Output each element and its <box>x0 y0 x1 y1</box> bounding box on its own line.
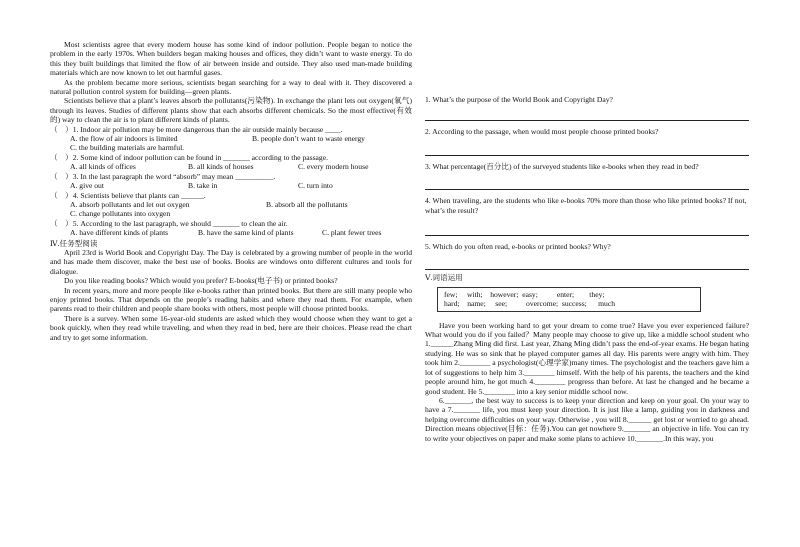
answer-line[interactable] <box>425 104 749 121</box>
option-b: B. absorb all the pollutants <box>266 199 348 209</box>
section-5-title: Ⅴ.词语运用 <box>425 273 463 283</box>
question-4 <box>50 191 412 219</box>
left-column <box>50 40 412 342</box>
answer-line[interactable] <box>425 215 749 236</box>
question-2 <box>50 153 412 172</box>
question-stem: （ ）1. Indoor air pollution may be more dangerous than the air outside mainly because ____. <box>50 124 343 134</box>
task-question-5: 5. Which do you often read, e-books or printed books? Why? <box>425 242 611 252</box>
section-4-title: Ⅳ.任务型阅读 <box>50 238 98 248</box>
task-question-1: 1. What’s the purpose of the World Book and Copyright Day? <box>425 95 613 104</box>
passage-paragraph: As the problem became more serious, scientists began searching for a way to deal with it. They discovered a natural pollution control system for building—green plants. <box>50 77 412 97</box>
option-c: C. change pollutants into oxygen <box>70 209 171 219</box>
option-a: A. the flow of air indoors is limited <box>70 134 178 144</box>
task-question-4: 4. When traveling, are the students who like e-books 70% more than those who like printed books? If not, what’s the result? <box>425 196 747 215</box>
answer-line[interactable] <box>425 171 749 190</box>
question-options <box>70 162 412 171</box>
section-4-paragraph: There is a survey. When some 16-year-old students are asked which they would choose when they want to get a book quickly, when they read while traveling, and when they read in bed, here are their choices. Please read the chart and try to get some information. <box>50 313 412 342</box>
option-a: A. all kinds of offices <box>70 162 136 172</box>
option-a: A. have different kinds of plants <box>70 228 169 238</box>
answer-line[interactable] <box>425 137 749 156</box>
section-4-paragraph: In recent years, more and more people like e-books rather than printed books. But there are still many people who enjoy printed books. That depends on the people’s reading habits and where they read them. For example, when parents read to their children and people share books with others, most people will choose printed books. <box>50 285 412 314</box>
option-c: C. turn into <box>298 181 333 191</box>
task-question-3: 3. What percentage(百分比) of the surveyed students like e-books when they read in bed? <box>425 161 699 171</box>
option-c: C. plant fewer trees <box>322 228 382 238</box>
option-b: B. all kinds of houses <box>188 162 254 172</box>
question-stem: （ ）3. In the last paragraph the word “absorb” may mean __________. <box>50 171 276 181</box>
option-a: A. absorb pollutants and let out oxygen <box>70 199 190 209</box>
answer-line[interactable] <box>425 251 749 270</box>
option-c: C. the building materials are harmful. <box>70 143 185 153</box>
question-options <box>70 200 412 209</box>
option-a: A. give out <box>70 181 104 191</box>
right-column <box>425 95 749 443</box>
option-c: C. every modern house <box>298 162 369 172</box>
question-3 <box>50 172 412 191</box>
word-box-row: hard; name; see; overcome; success; much <box>444 299 616 309</box>
cloze-paragraph: Have you been working hard to get your dream to come true? Have you ever experienced failure? What would you do if you failed？Many people may choose to give up, like a middle school student who 1.______Zhang Ming did first. Last year, Zhang Ming didn’t pass the end-of-year exams. He began hating studying. He was so sink that he played computer games all day. His parents were angry with him. They took him 2.________ a psychologist(心理学家)many times. The psychologist and the teachers gave him a lot of suggestions to help him 3.________ himself. With the help of his parents, the teachers and the kind people around him, he got much 4.________ progress than before. At last he changed and he became a good student. He 5.________ into a key senior middle school now. <box>425 320 749 396</box>
word-box-row: few; with; however; easy; enter; they; <box>444 289 605 299</box>
option-b: B. people don’t want to waste energy <box>252 134 365 144</box>
section-4-paragraph: April 23rd is World Book and Copyright Day. The Day is celebrated by a growing number of people in the world and has made them discover, make the best use of books. Books are windows onto different cultures and tools for dialogue. <box>50 247 412 276</box>
question-options <box>70 228 412 237</box>
question-options <box>70 134 412 143</box>
option-b: B. take in <box>188 181 218 191</box>
passage-paragraph: Most scientists agree that every modern house has some kind of indoor pollution. People began to notice the problem in the early 1970s. When builders began making houses and offices, they didn’t want to waste energy. To do this they built buildings that limited the flow of air between inside and outside. They also used man-made building materials which are now known to let out harmful gases. <box>50 40 412 78</box>
word-box <box>437 287 701 312</box>
cloze-paragraph: 6._______, the best way to success is to keep your direction and keep on your goal. On your way to have a 7._______ life, you must keep your direction. It is just like a lamp, guiding you in darkness and helping overcome difficulties on your way. Otherwise , you will 8.______ get lost or worried to go ahead. Direction means objective(目标：任务).You can get nowhere 9._______ an objective in life. You can try to write your objectives on paper and make some plans to achieve 10._______.In this way, you <box>425 395 749 443</box>
option-b: B. have the same kind of plants <box>198 228 294 238</box>
question-stem: （ ）2. Some kind of indoor pollution can be found in _______ according to the passage. <box>50 152 328 162</box>
question-1 <box>50 125 412 153</box>
task-question-2: 2. According to the passage, when would most people choose printed books? <box>425 127 659 137</box>
question-options <box>70 181 412 190</box>
question-5 <box>50 219 412 238</box>
passage-paragraph: Scientists believe that a plant’s leaves absorb the pollutants(污染物). In exchange the plant lets out oxygen(氧气) through its leaves. Studies of different plants show that each absorbs different chemicals. So the most effective(有效的) way to clean the air is to plant different kinds of plants. <box>50 96 412 125</box>
question-stem: （ ）5. According to the last paragraph, we should _______ to clean the air. <box>50 218 288 228</box>
question-stem: （ ）4. Scientists believe that plants can ______. <box>50 190 206 200</box>
section-4-paragraph: Do you like reading books? Which would you prefer? E-books(电子书) or printed books? <box>64 276 338 286</box>
